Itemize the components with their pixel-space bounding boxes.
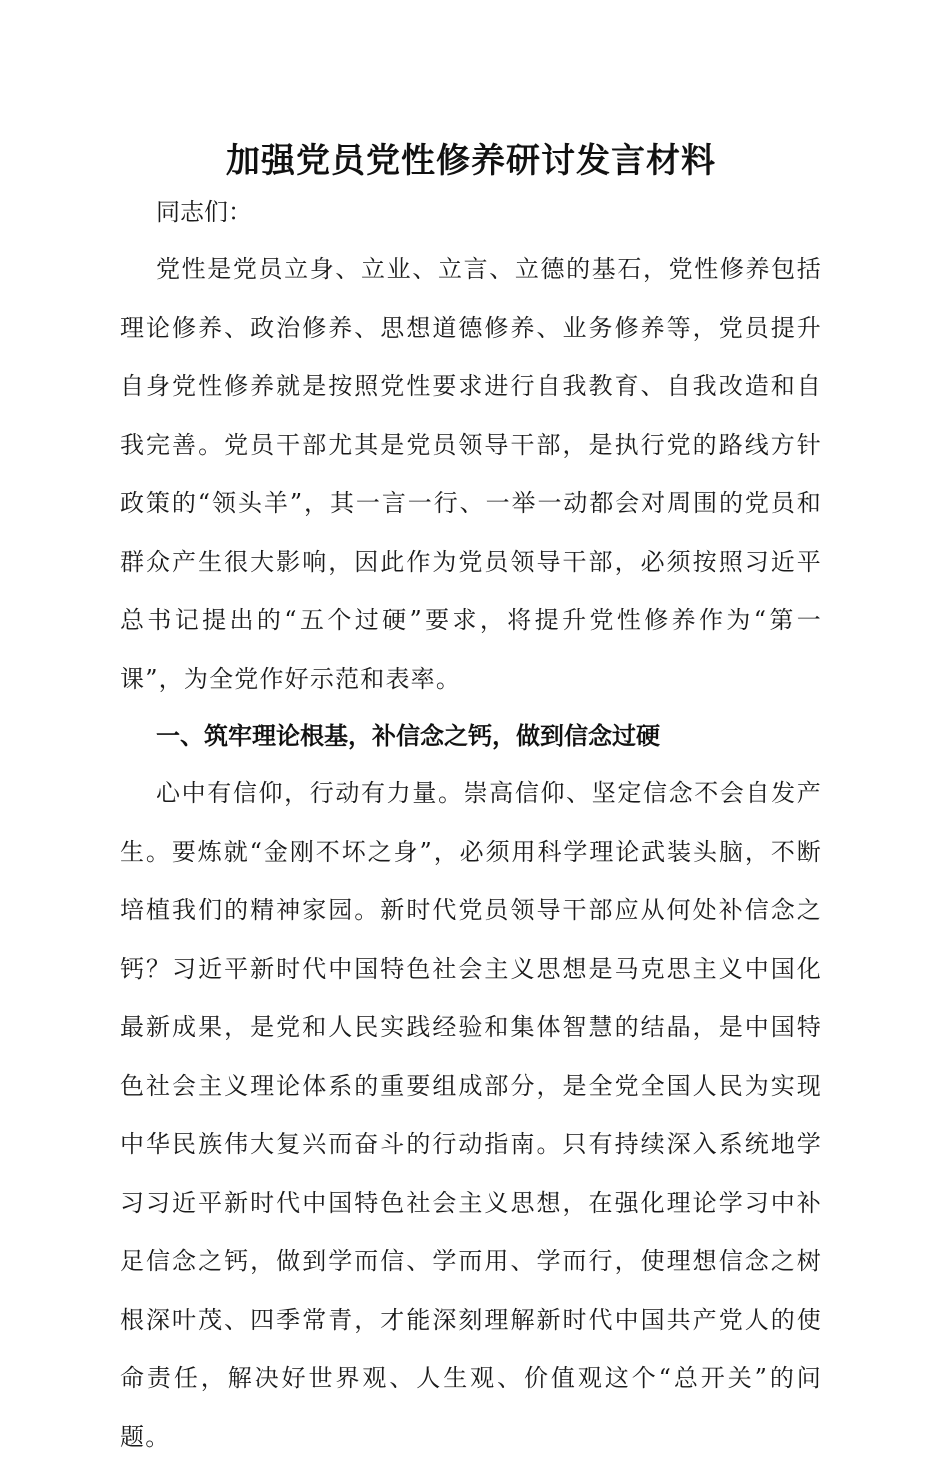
- salutation: 同志们：: [156, 198, 252, 226]
- section-1-heading: 一、筑牢理论根基，补信念之钙，做到信念过硬: [156, 722, 660, 750]
- document-title: 加强党员党性修养研讨发言材料: [226, 141, 716, 181]
- section-1-paragraph: 心中有信仰，行动有力量。崇高信仰、坚定信念不会自发产生。要炼就“金刚不坏之身”，必须用科学理论武装头脑，不断培植我们的精神家园。新时代党员领导干部应从何处补信念之钙？习近平新时代中国特色社会主义思想是马克思主义中国化最新成果，是党和人民实践经验和集体智慧的结晶，是中国特色社会主义理论体系的重要组成部分，是全党全国人民为实现中华民族伟大复兴而奋斗的行动指南。只有持续深入系统地学习习近平新时代中国特色社会主义思想，在强化理论学习中补足信念之钙，做到学而信、学而用、学而行，使理想信念之树根深叶茂、四季常青，才能深刻理解新时代中国共产党人的使命责任，解决好世界观、人生观、价值观这个“总开关”的问题。: [120, 779, 822, 1451]
- intro-paragraph: 党性是党员立身、立业、立言、立德的基石，党性修养包括理论修养、政治修养、思想道德修养、业务修养等，党员提升自身党性修养就是按照党性要求进行自我教育、自我改造和自我完善。党员干部尤其是党员领导干部，是执行党的路线方针政策的“领头羊”，其一言一行、一举一动都会对周围的党员和群众产生很大影响，因此作为党员领导干部，必须按照习近平总书记提出的“五个过硬”要求，将提升党性修养作为“第一课”，为全党作好示范和表率。: [120, 255, 822, 693]
- document-body: [120, 138, 822, 1466]
